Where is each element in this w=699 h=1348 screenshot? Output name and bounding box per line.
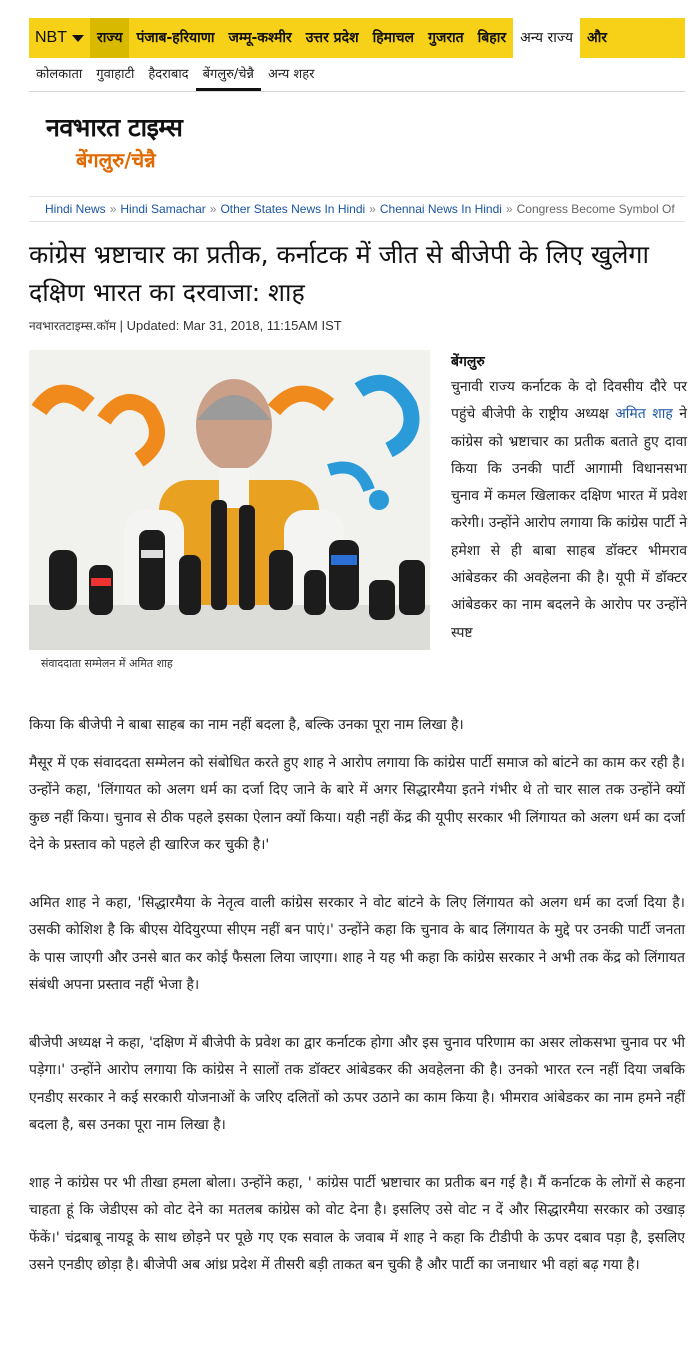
article-lead-continued: किया कि बीजेपी ने बाबा साहब का नाम नहीं बदला है, बल्कि उनका पूरा नाम लिखा है।: [29, 717, 464, 733]
image-caption: संवाददाता सम्मेलन में अमित शाह: [41, 657, 173, 670]
article-updated: | Updated: Mar 31, 2018, 11:15AM IST: [116, 318, 342, 333]
nav-item-himachal[interactable]: हिमाचल: [372, 30, 415, 46]
logo-title: नवभारत टाइम्स: [46, 113, 183, 142]
city-item-hyderabad[interactable]: हैदराबाद: [148, 67, 189, 82]
breadcrumb: [29, 196, 685, 222]
nav-item-jammu-kashmir[interactable]: जम्मू-कश्मीर: [228, 30, 292, 46]
breadcrumb-separator: »: [505, 202, 513, 216]
nbt-brand-label: NBT: [35, 29, 67, 46]
dateline-place: बेंगलुरु: [451, 354, 485, 370]
article-paragraph: अमित शाह ने कहा, 'सिद्धारमैया के नेतृत्व वाली कांग्रेस सरकार ने वोट बांटने के लिए लिंगायत को अलग धर्म का दर्जा दिया है। उसकी कोशिश है कि बीएस येदियुरप्पा सीएम नहीं बन पाएं।' उन्होंने कहा कि चुनाव के बाद लिंगायत के मुद्दे पर उनकी पार्टी जनता के पास जाएगी और उनसे बात कर कोई फैसला लिया जाएगा। शाह ने यह भी कहा कि कांग्रेस सरकार ने अभी तक केंद्र को लिंगायत संबंधी अपना प्रस्ताव नहीं भेजा है।: [29, 895, 685, 993]
article-headline: कांग्रेस भ्रष्टाचार का प्रतीक, कर्नाटक में जीत से बीजेपी के लिए खुलेगा दक्षिण भारत का दरवाजा: शाह: [29, 240, 649, 307]
breadcrumb-separator: »: [109, 202, 117, 216]
top-nav: [29, 18, 685, 58]
city-item-bengaluru-chennai[interactable]: बेंगलुरु/चेन्नै: [196, 57, 261, 91]
breadcrumb-link-hindi-news[interactable]: Hindi News: [45, 202, 106, 216]
lead-text-end: ने कांग्रेस को भ्रष्टाचार का प्रतीक बताते हुए दावा किया कि उनकी पार्टी आगामी विधानसभा चुनाव में कमल खिलाकर दक्षिण भारत में प्रवेश करेगी। उन्होंने आरोप लगाया कि कांग्रेस पार्टी ने हमेशा से ही बाबा साहब डॉक्टर भीमराव आंबेडकर की अवहेलना की है। यूपी में डॉक्टर आंबेडकर का नाम बदलने के आरोप पर उन्होंने स्पष्ट: [451, 406, 687, 641]
caret-down-icon: [72, 35, 84, 42]
article-paragraph: शाह ने कांग्रेस पर भी तीखा हमला बोला। उन्होंने कहा, ' कांग्रेस पार्टी भ्रष्टाचार का प्रतीक बन गई है। मैं कर्नाटक के लोगों से कहना चाहता हूं कि जेडीएस को वोट देने का मतलब कांग्रेस को वोट देना है। इसलिए उसे वोट न दें और सिद्धारमैया सरकार को उखाड़ फेंकें।' चंद्रबाबू नायडू के साथ छोड़ने पर पूछे गए एक सवाल के जवाब में शाह ने कहा कि टीडीपी के ऊपर दबाव पड़ा है, इसलिए उसने एनडीए छोड़ा है। बीजेपी अब आंध्र प्रदेश में तीसरी बड़ी ताकत बन चुकी है और पार्टी का जनाधार भी वहां बढ़ गया है।: [29, 1175, 685, 1273]
logo-city: बेंगलुरु/चेन्नै: [76, 148, 156, 172]
nav-item-bihar[interactable]: बिहार: [477, 30, 507, 46]
nav-item-uttar-pradesh[interactable]: उत्तर प्रदेश: [305, 30, 359, 46]
article-byline: [29, 317, 342, 334]
amit-shah-link[interactable]: अमित शाह: [615, 406, 673, 423]
article-lead: [451, 374, 687, 647]
breadcrumb-current: Congress Become Symbol Of: [516, 202, 675, 216]
city-item-kolkata[interactable]: कोलकाता: [36, 67, 83, 82]
nav-item-other-states[interactable]: अन्य राज्य: [513, 18, 580, 58]
nav-item-gujarat[interactable]: गुजरात: [428, 30, 464, 46]
article-paragraph: बीजेपी अध्यक्ष ने कहा, 'दक्षिण में बीजेपी के प्रवेश का द्वार कर्नाटक होगा और इस चुनाव परिणाम का असर लोकसभा चुनाव पर भी पड़ेगा।' उन्होंने आरोप लगाया कि कांग्रेस ने सालों तक डॉक्टर आंबेडकर की अवहेलना की है। उनको भारत रत्न नहीं दिया जबकि एनडीए सरकार ने कई सरकारी योजनाओं के जरिए दलितों को ऊपर उठाने का काम किया है। भीमराव आंबेडकर का नाम हमने नहीं बदला है, बस उनका पूरा नाम लिखा है।: [29, 1035, 685, 1133]
breadcrumb-link-chennai-news[interactable]: Chennai News In Hindi: [379, 202, 502, 216]
breadcrumb-separator: »: [369, 202, 376, 216]
breadcrumb-link-other-states[interactable]: Other States News In Hindi: [220, 202, 366, 216]
city-item-guwahati[interactable]: गुवाहाटी: [96, 67, 135, 82]
article-source[interactable]: नवभारतटाइम्स.कॉम: [29, 319, 116, 333]
nav-item-more[interactable]: और: [586, 30, 608, 46]
nbt-menu-button[interactable]: [29, 18, 90, 58]
city-sub-nav: [29, 58, 685, 92]
breadcrumb-link-hindi-samachar[interactable]: Hindi Samachar: [120, 202, 206, 216]
article-photo[interactable]: [29, 350, 430, 650]
city-item-other-cities[interactable]: अन्य शहर: [267, 67, 315, 82]
nav-item-punjab-haryana[interactable]: पंजाब-हरियाणा: [136, 30, 215, 46]
article-paragraph: मैसूर में एक संवाददता सम्मेलन को संबोधित करते हुए शाह ने आरोप लगाया कि कांग्रेस पार्टी समाज को बांटने का काम कर रही है। उन्होंने कहा, 'लिंगायत को अलग धर्म का दर्जा दिए जाने के बारे में अगर सिद्धारमैया इतने गंभीर थे तो चार साल तक उन्होंने क्यों कुछ नहीं किया। चुनाव से ठीक पहले इसका ऐलान क्यों किया। यही नहीं केंद्र की यूपीए सरकार भी लिंगायत को अलग धर्म का दर्जा देने के प्रस्ताव को पहले ही खारिज कर चुकी है।': [29, 755, 685, 853]
breadcrumb-separator: »: [209, 202, 217, 216]
site-logo[interactable]: [46, 110, 182, 173]
press-conference-illustration: [29, 350, 430, 650]
lead-text-start: चुनावी राज्य कर्नाटक के दो दिवसीय दौरे पर पहुंचे बीजेपी के राष्ट्रीय अध्यक्ष: [451, 379, 687, 423]
nav-item-rajya[interactable]: राज्य: [90, 18, 129, 58]
